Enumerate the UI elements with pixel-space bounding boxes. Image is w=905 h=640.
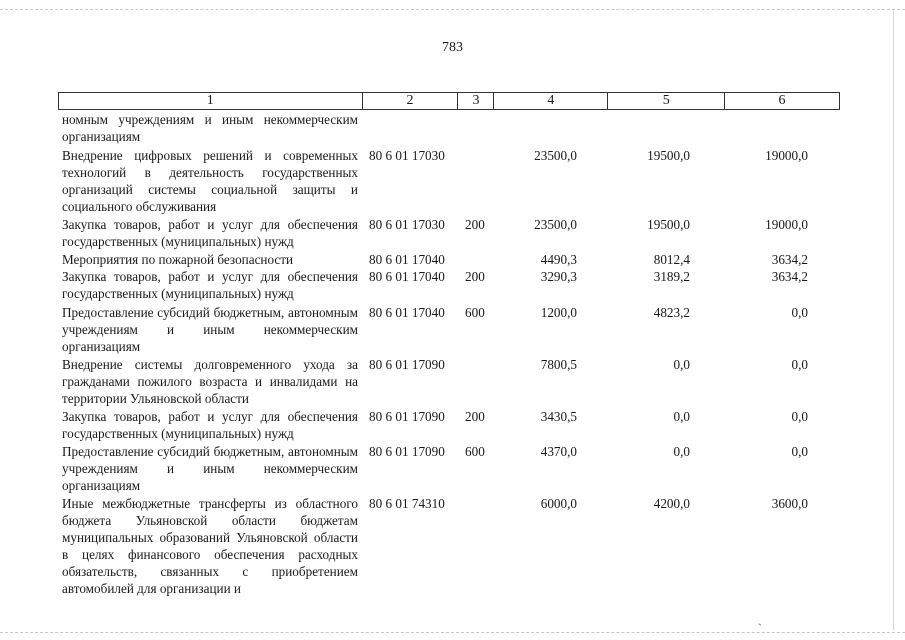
row-value-col5: 4200,0 bbox=[653, 496, 690, 511]
row-value-col5: 19500,0 bbox=[647, 148, 690, 163]
scan-edge-top bbox=[0, 9, 905, 10]
row-code: 80 6 01 17040 bbox=[369, 252, 445, 267]
row-name: Закупка товаров, работ и услуг для обеспечения государственных (муниципальных) нужд bbox=[62, 409, 358, 441]
row-code: 80 6 01 17090 bbox=[369, 444, 445, 459]
row-value-col4: 4370,0 bbox=[540, 444, 577, 459]
row-name: Предоставление субсидий бюджетным, автономным учреждениям и иным некоммерческим организациям bbox=[62, 305, 358, 354]
row-name: Иные межбюджетные трансферты из областного бюджета Ульяновской области бюджетам муниципальных образований Ульяновской области в целях финансового обеспечения расходных обязательств, связанных с приобретением автомобилей для организации и bbox=[62, 496, 358, 596]
row-code: 80 6 01 17040 bbox=[369, 269, 445, 284]
row-name: Закупка товаров, работ и услуг для обеспечения государственных (муниципальных) нужд bbox=[62, 217, 358, 249]
row-value-col4: 3430,5 bbox=[540, 409, 577, 424]
row-value-col4: 7800,5 bbox=[540, 357, 577, 372]
row-name: Закупка товаров, работ и услуг для обеспечения государственных (муниципальных) нужд bbox=[62, 269, 358, 301]
row-value-col5: 8012,4 bbox=[653, 252, 690, 267]
row-value-col5: 19500,0 bbox=[647, 217, 690, 232]
row-code: 80 6 01 74310 bbox=[369, 496, 445, 511]
row-type: 600 bbox=[465, 305, 485, 320]
scan-edge-bottom bbox=[0, 632, 905, 633]
row-value-col6: 3600,0 bbox=[771, 496, 808, 511]
row-value-col4: 23500,0 bbox=[534, 217, 577, 232]
row-value-col5: 0,0 bbox=[673, 409, 690, 424]
row-value-col5: 0,0 bbox=[673, 444, 690, 459]
row-type: 600 bbox=[465, 444, 485, 459]
column-header-1: 1 bbox=[59, 93, 363, 110]
row-type: 200 bbox=[465, 217, 485, 232]
row-value-col6: 0,0 bbox=[791, 444, 808, 459]
row-value-col6: 0,0 bbox=[791, 305, 808, 320]
row-value-col6: 0,0 bbox=[791, 409, 808, 424]
row-name: Мероприятия по пожарной безопасности bbox=[62, 252, 294, 267]
row-name: номным учреждениям и иным некоммерческим организациям bbox=[62, 112, 358, 144]
row-value-col6: 3634,2 bbox=[771, 252, 808, 267]
row-value-col6: 3634,2 bbox=[771, 269, 808, 284]
row-value-col5: 3189,2 bbox=[653, 269, 690, 284]
column-header-6: 6 bbox=[725, 93, 840, 110]
row-type: 200 bbox=[465, 409, 485, 424]
column-header-table bbox=[58, 92, 840, 110]
row-code: 80 6 01 17090 bbox=[369, 357, 445, 372]
row-value-col4: 3290,3 bbox=[540, 269, 577, 284]
row-name: Предоставление субсидий бюджетным, автономным учреждениям и иным некоммерческим организациям bbox=[62, 444, 358, 493]
row-value-col4: 23500,0 bbox=[534, 148, 577, 163]
row-type: 200 bbox=[465, 269, 485, 284]
page-number: 783 bbox=[442, 40, 463, 55]
column-header-4: 4 bbox=[494, 93, 608, 110]
row-value-col5: 0,0 bbox=[673, 357, 690, 372]
row-value-col4: 4490,3 bbox=[540, 252, 577, 267]
row-value-col5: 4823,2 bbox=[653, 305, 690, 320]
scan-edge-right bbox=[893, 10, 894, 630]
column-header-3: 3 bbox=[458, 93, 494, 110]
column-header-5: 5 bbox=[608, 93, 725, 110]
column-header-row bbox=[59, 93, 840, 110]
row-name: Внедрение системы долговременного ухода за гражданами пожилого возраста и инвалидами на территории Ульяновской области bbox=[62, 357, 358, 406]
row-code: 80 6 01 17030 bbox=[369, 148, 445, 163]
row-name: Внедрение цифровых решений и современных технологий в деятельность государственных организаций системы социальной защиты и социального обслуживания bbox=[62, 148, 358, 214]
row-value-col6: 19000,0 bbox=[765, 217, 808, 232]
row-code: 80 6 01 17030 bbox=[369, 217, 445, 232]
column-header-2: 2 bbox=[362, 93, 458, 110]
row-code: 80 6 01 17090 bbox=[369, 409, 445, 424]
row-value-col4: 1200,0 bbox=[540, 305, 577, 320]
scan-mark: ˎ bbox=[758, 612, 762, 626]
row-value-col4: 6000,0 bbox=[540, 496, 577, 511]
row-value-col6: 19000,0 bbox=[765, 148, 808, 163]
row-code: 80 6 01 17040 bbox=[369, 305, 445, 320]
row-value-col6: 0,0 bbox=[791, 357, 808, 372]
